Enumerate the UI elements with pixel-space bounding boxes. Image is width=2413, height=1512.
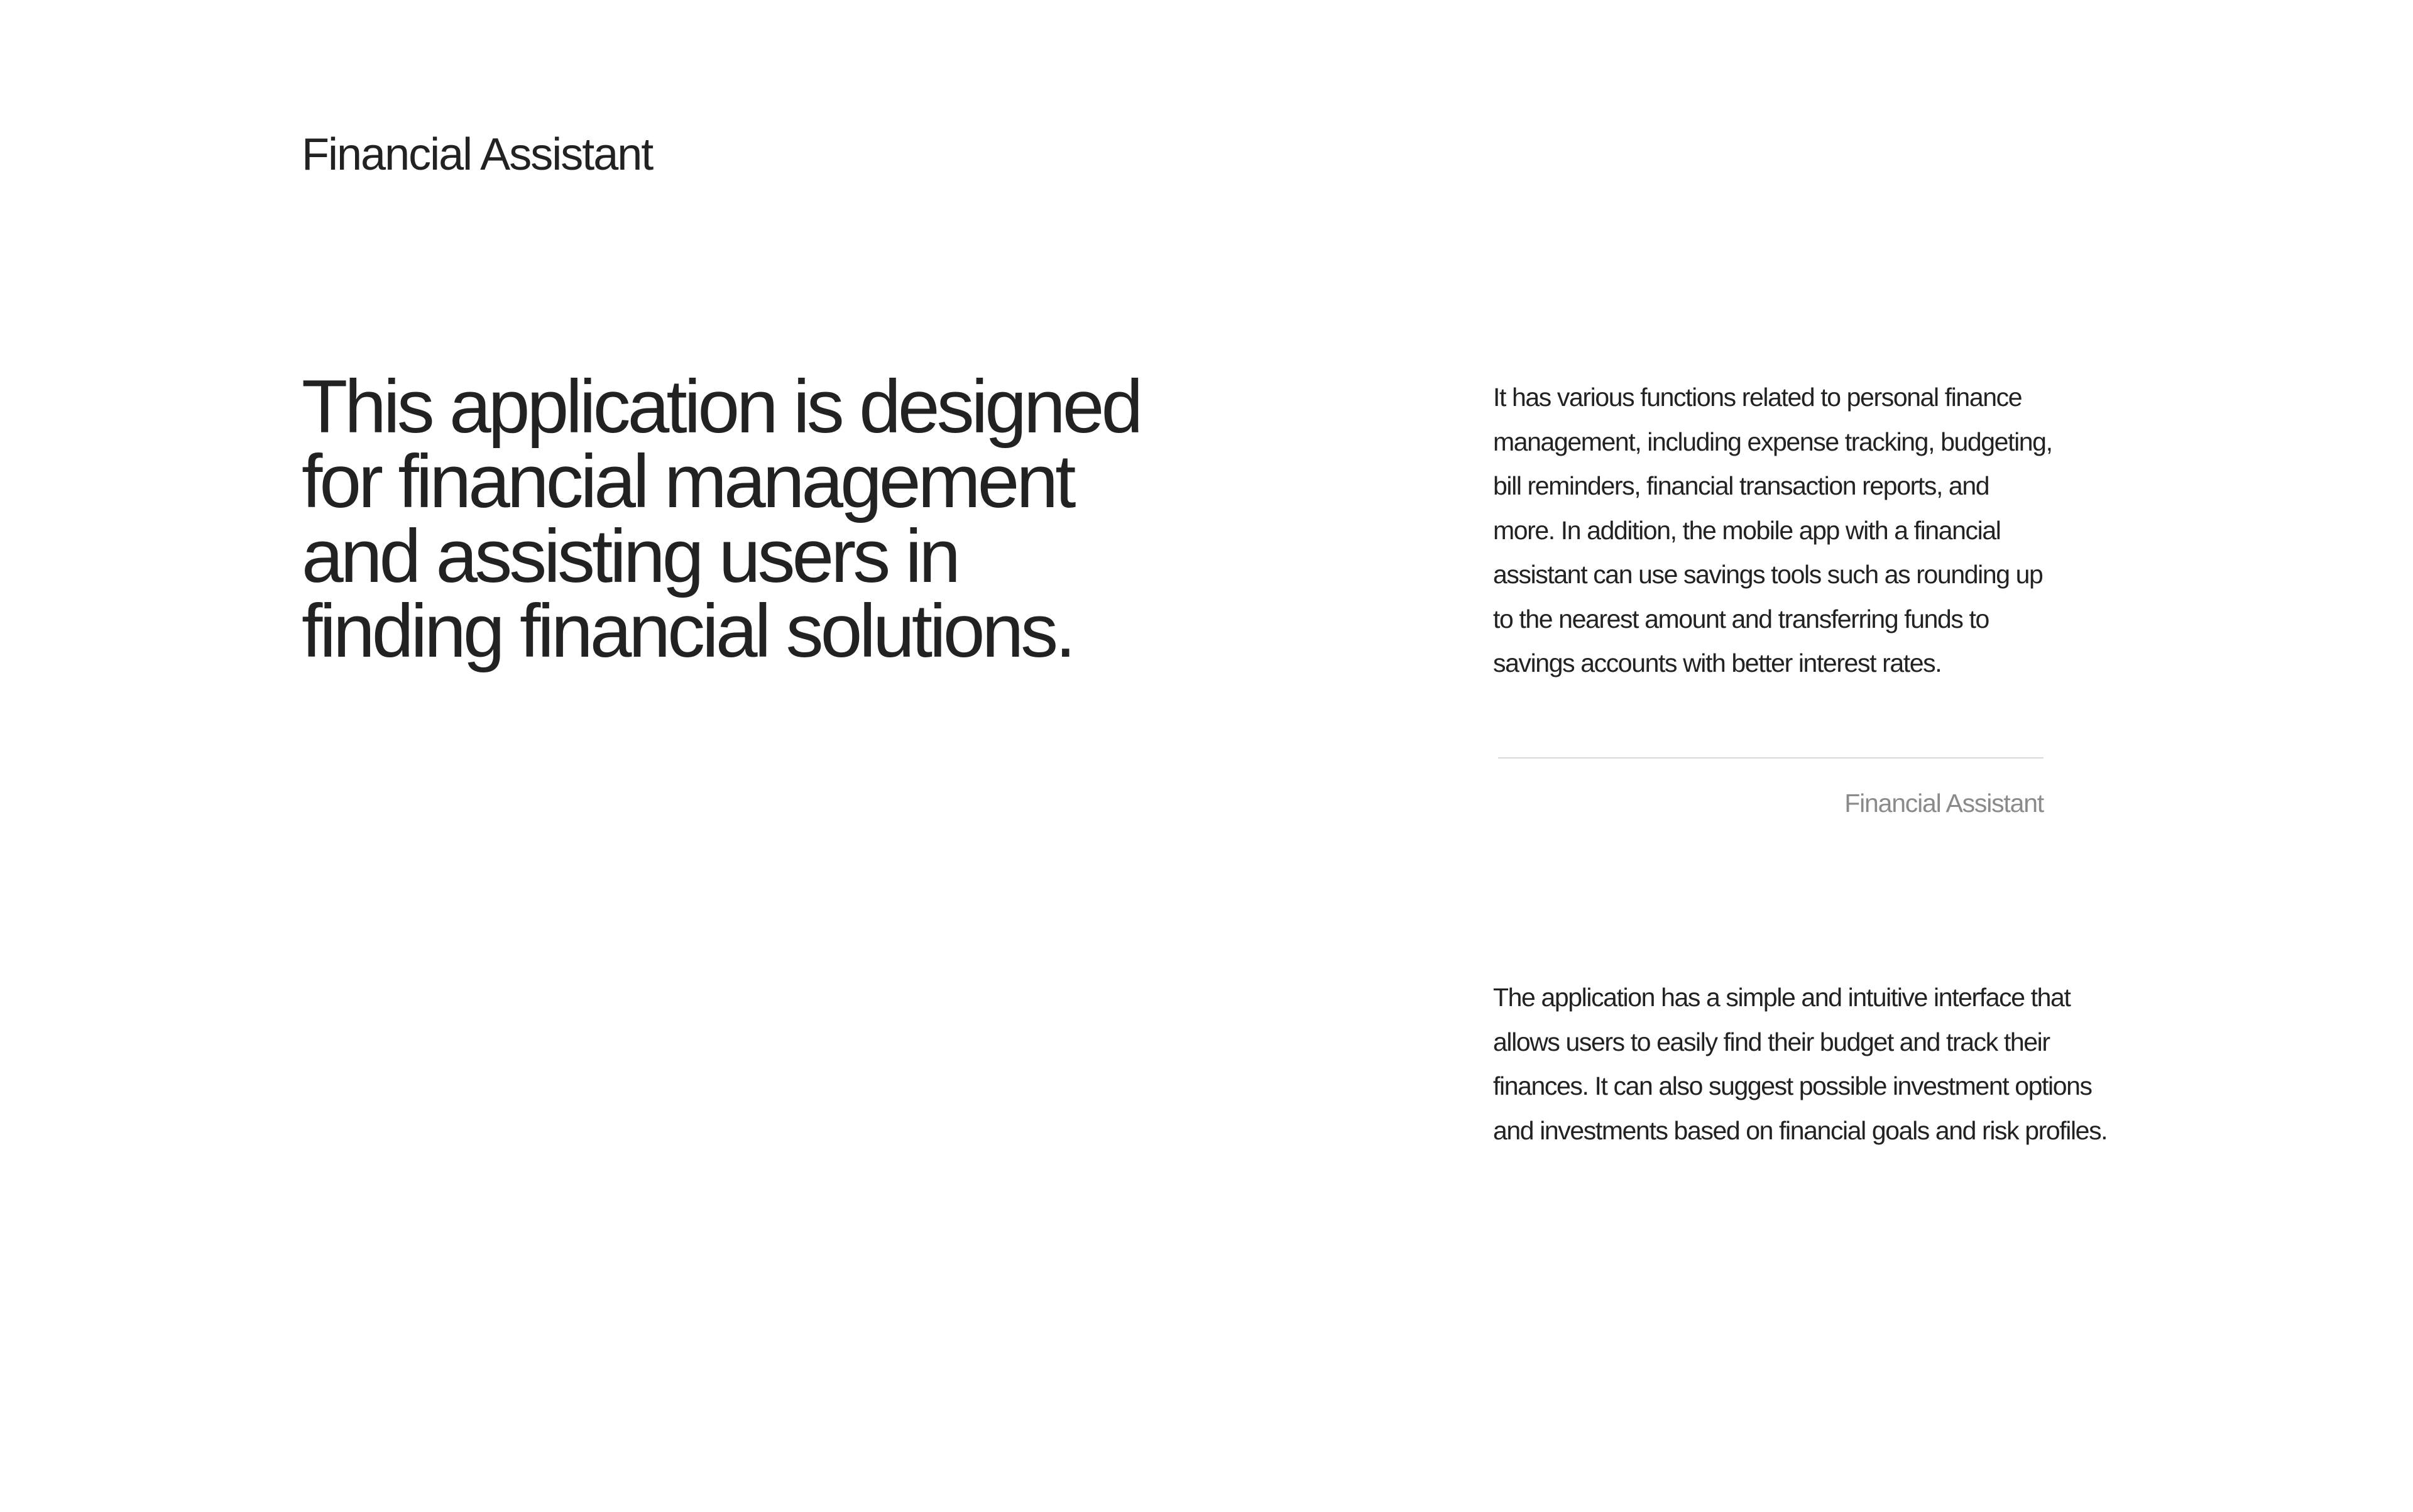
paragraph-line: more. In addition, the mobile app with a financial — [1493, 515, 2001, 545]
paragraph-line: to the nearest amount and transferring funds to — [1493, 604, 1989, 633]
section-divider — [1498, 757, 2044, 759]
paragraph-line: The application has a simple and intuitive interface that — [1493, 983, 2071, 1012]
description-paragraph-2 — [1493, 975, 2184, 1153]
paragraph-line: savings accounts with better interest rates. — [1493, 649, 1942, 677]
description-paragraph-1 — [1493, 375, 2184, 686]
hero-headline-line: for financial management — [302, 439, 1073, 523]
hero-headline-line: and assisting users in — [302, 514, 958, 598]
paragraph-line: allows users to easily find their budget and track their — [1493, 1027, 2050, 1056]
paragraph-line: It has various functions related to personal finance — [1493, 383, 2022, 412]
hero-headline-line: This application is designed — [302, 364, 1141, 449]
paragraph-line: assistant can use savings tools such as rounding up — [1493, 560, 2043, 589]
paragraph-line: finances. It can also suggest possible investment options — [1493, 1071, 2092, 1100]
paragraph-line: management, including expense tracking, budgeting, — [1493, 427, 2052, 456]
hero-headline — [302, 364, 1181, 673]
hero-headline-line: finding financial solutions. — [302, 589, 1073, 673]
page-title: Financial Assistant — [302, 129, 653, 180]
paragraph-line: bill reminders, financial transaction reports, and — [1493, 471, 1989, 500]
paragraph-line: and investments based on financial goals and risk profiles. — [1493, 1115, 2108, 1145]
section-caption: Financial Assistant — [1844, 789, 2044, 818]
